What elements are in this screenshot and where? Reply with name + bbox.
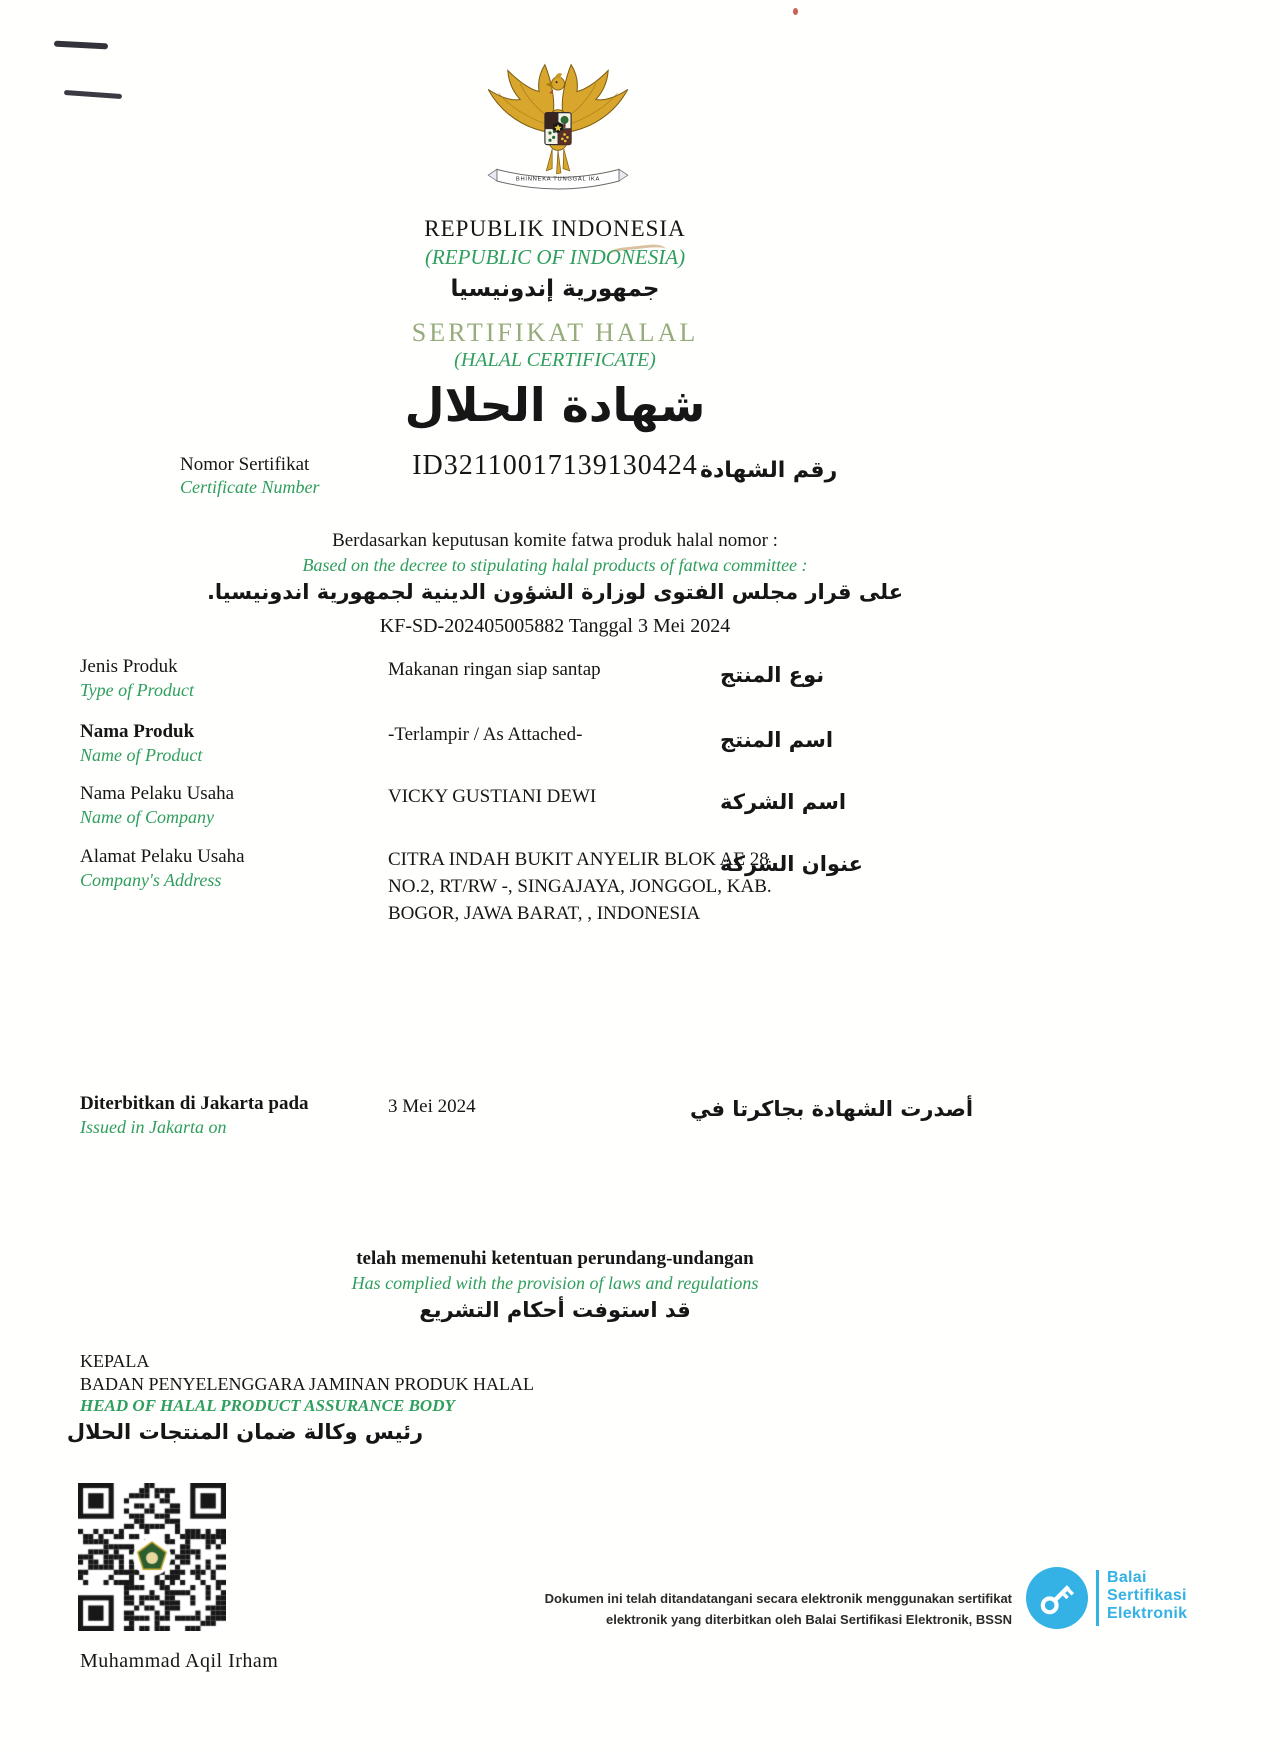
signatory-title-line2: BADAN PENYELENGGARA JAMINAN PRODUK HALAL: [80, 1374, 534, 1394]
signatory-title-line1: KEPALA: [80, 1351, 150, 1371]
field-name-of-company-value: VICKY GUSTIANI DEWI: [388, 786, 597, 807]
decree-statement-ar: على قرار مجلس الفتوى لوزارة الشؤون الدينية لجمهورية اندونيسيا.: [206, 580, 904, 604]
bse-logo-line2: Sertifikasi: [1107, 1587, 1187, 1604]
bse-logo-text: [1107, 1569, 1187, 1623]
certificate-number-label: Nomor Sertifikat: [180, 454, 310, 475]
decree-statement-en: Based on the decree to stipulating halal products of fatwa committee :: [302, 555, 808, 575]
scan-artifact-bar: [54, 41, 108, 50]
certificate-title-en: (HALAL CERTIFICATE): [454, 349, 656, 371]
field-name-of-company-label-ar: اسم الشركة: [720, 790, 847, 814]
label-en: Name of Product: [80, 745, 203, 765]
field-name-of-product-label-ar: اسم المنتج: [720, 728, 834, 752]
field-type-of-product-label-ar: نوع المنتج: [720, 663, 825, 687]
bsre-key-icon: [1026, 1567, 1088, 1629]
emblem-motto: BHINNEKA TUNGGAL IKA: [515, 176, 601, 183]
signatory-title-ar: رئيس وكالة ضمان المنتجات الحلال: [66, 1420, 424, 1444]
issued-label: [80, 1092, 370, 1139]
bse-logo-line3: Elektronik: [1107, 1605, 1188, 1622]
signatory-name: Muhammad Aqil Irham: [80, 1650, 279, 1672]
country-title-en: (REPUBLIC OF INDONESIA): [424, 245, 686, 269]
field-company-address-label: [80, 845, 370, 892]
label-id: Jenis Produk: [80, 656, 178, 677]
electronic-signature-disclaimer: [520, 1588, 1012, 1630]
disclaimer-line1: Dokumen ini telah ditandatangani secara elektronik menggunakan sertifikat: [544, 1591, 1012, 1606]
compliance-statement: telah memenuhi ketentuan perundang-undangan: [356, 1248, 754, 1269]
compliance-statement-en: Has complied with the provision of laws and regulations: [351, 1273, 759, 1293]
label-id: Alamat Pelaku Usaha: [80, 846, 245, 867]
signatory-title-en: HEAD OF HALAL PRODUCT ASSURANCE BODY: [80, 1396, 455, 1415]
compliance-statement-ar: قد استوفت أحكام التشريع: [419, 1298, 691, 1322]
decree-statement: Berdasarkan keputusan komite fatwa produk halal nomor :: [332, 530, 778, 551]
label-en: Company's Address: [80, 870, 222, 890]
label-en: Issued in Jakarta on: [80, 1117, 227, 1137]
issued-label-ar: أصدرت الشهادة بجاكرتا في: [690, 1097, 974, 1121]
disclaimer-line2: elektronik yang diterbitkan oleh Balai Sertifikasi Elektronik, BSSN: [605, 1612, 1012, 1627]
qr-code: [78, 1483, 226, 1631]
certificate-number-value: ID32110017139130424: [412, 450, 698, 481]
address-line: BOGOR, JAWA BARAT, , INDONESIA: [388, 903, 701, 924]
label-id: Nama Pelaku Usaha: [80, 783, 235, 804]
field-name-of-product-value: -Terlampir / As Attached-: [388, 724, 583, 745]
bse-logo-line1: Balai: [1107, 1569, 1147, 1586]
certificate-title: SERTIFIKAT HALAL: [411, 318, 699, 347]
country-title: REPUBLIK INDONESIA: [424, 216, 686, 241]
field-name-of-company-label: [80, 782, 370, 829]
label-en: Name of Company: [80, 807, 214, 827]
logo-divider: [1096, 1570, 1099, 1626]
address-line: NO.2, RT/RW -, SINGAJAYA, JONGGOL, KAB.: [388, 876, 772, 897]
label-en: Type of Product: [80, 680, 194, 700]
field-name-of-product-label: [80, 720, 370, 767]
country-title-ar: جمهورية إندونيسيا: [450, 276, 660, 302]
label-id: Nama Produk: [80, 721, 195, 742]
scan-artifact-bar: [64, 90, 122, 99]
issued-value: 3 Mei 2024: [388, 1096, 476, 1117]
certificate-number-label-ar: رقم الشهادة: [700, 458, 838, 483]
field-type-of-product-value: Makanan ringan siap santap: [388, 659, 601, 680]
decree-number: KF-SD-202405005882 Tanggal 3 Mei 2024: [379, 615, 731, 637]
label-id: Diterbitkan di Jakarta pada: [80, 1093, 309, 1114]
address-line: CITRA INDAH BUKIT ANYELIR BLOK AE 28: [388, 849, 769, 870]
garuda-pancasila-emblem-icon: [478, 58, 638, 208]
scan-artifact-dot: [793, 8, 798, 15]
field-type-of-product-label: [80, 655, 370, 702]
field-company-address-label-ar: عنوان الشركة: [720, 852, 863, 876]
signatory-title: [80, 1350, 534, 1396]
certificate-number-label-en: Certificate Number: [180, 477, 320, 497]
certificate-title-ar: شهادة الحلال: [404, 378, 706, 432]
